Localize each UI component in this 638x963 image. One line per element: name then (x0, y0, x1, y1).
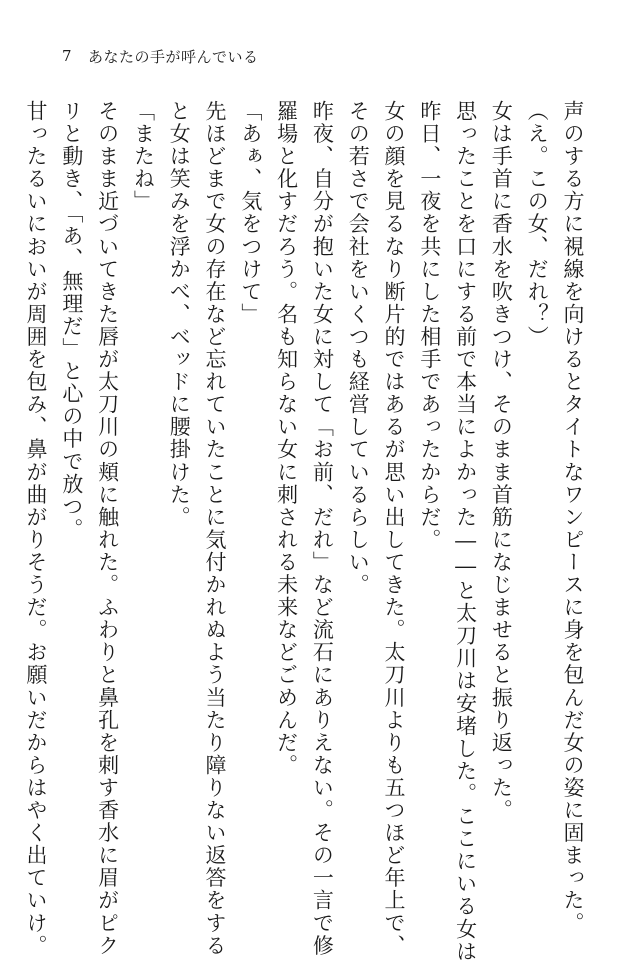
page-number: 7 (62, 47, 73, 65)
text-line: 「あぁ、気をつけて」 (238, 100, 263, 326)
text-line: 甘ったるいにおいが周囲を包み、鼻が曲がりそうだ。お願いだからはやく出ていけ。 (24, 100, 49, 957)
text-line: 女の顔を見るなり断片的ではあるが思い出してきた。太刀川よりも五つほど年上で、 (382, 100, 407, 957)
text-line: そのまま近づいてきた唇が太刀川の頬に触れた。ふわりと鼻孔を刺す香水に眉がピク (95, 100, 120, 957)
text-line: 「またね」 (131, 100, 156, 213)
text-line: 思ったことを口にする前で本当によかった――と太刀川は安堵した。ここにいる女は (453, 100, 478, 963)
running-header (62, 45, 259, 67)
text-line: 羅場と化すだろう。名も知らない女に刺される未来などごめんだ。 (274, 100, 299, 777)
vertical-text-body (24, 100, 590, 963)
text-line: と女は笑みを浮かべ、ベッドに腰掛けた。 (167, 100, 192, 529)
text-line: 昨夜、自分が抱いた女に対して「お前、だれ」など流石にありえない。その一言で修 (310, 100, 335, 957)
text-line: リと動き、「あ、無理だ」と心の中で放つ。 (59, 100, 84, 541)
text-line: 女は手首に香水を吹きつけ、そのまま首筋になじませると振り返った。 (489, 100, 514, 822)
chapter-title: あなたの手が呼んでいる (88, 47, 259, 66)
text-line: 昨日、一夜を共にした相手であったからだ。 (417, 100, 442, 551)
text-line: 声のする方に視線を向けるとタイトなワンピースに身を包んだ女の姿に固まった。 (561, 100, 585, 935)
text-line: 先ほどまで女の存在など忘れていたことに気付かれぬよう当たり障りない返答をする (203, 100, 228, 957)
text-line: （え。この女、だれ？） (525, 100, 550, 349)
text-line: その若さで会社をいくつも経営しているらしい。 (346, 100, 371, 597)
